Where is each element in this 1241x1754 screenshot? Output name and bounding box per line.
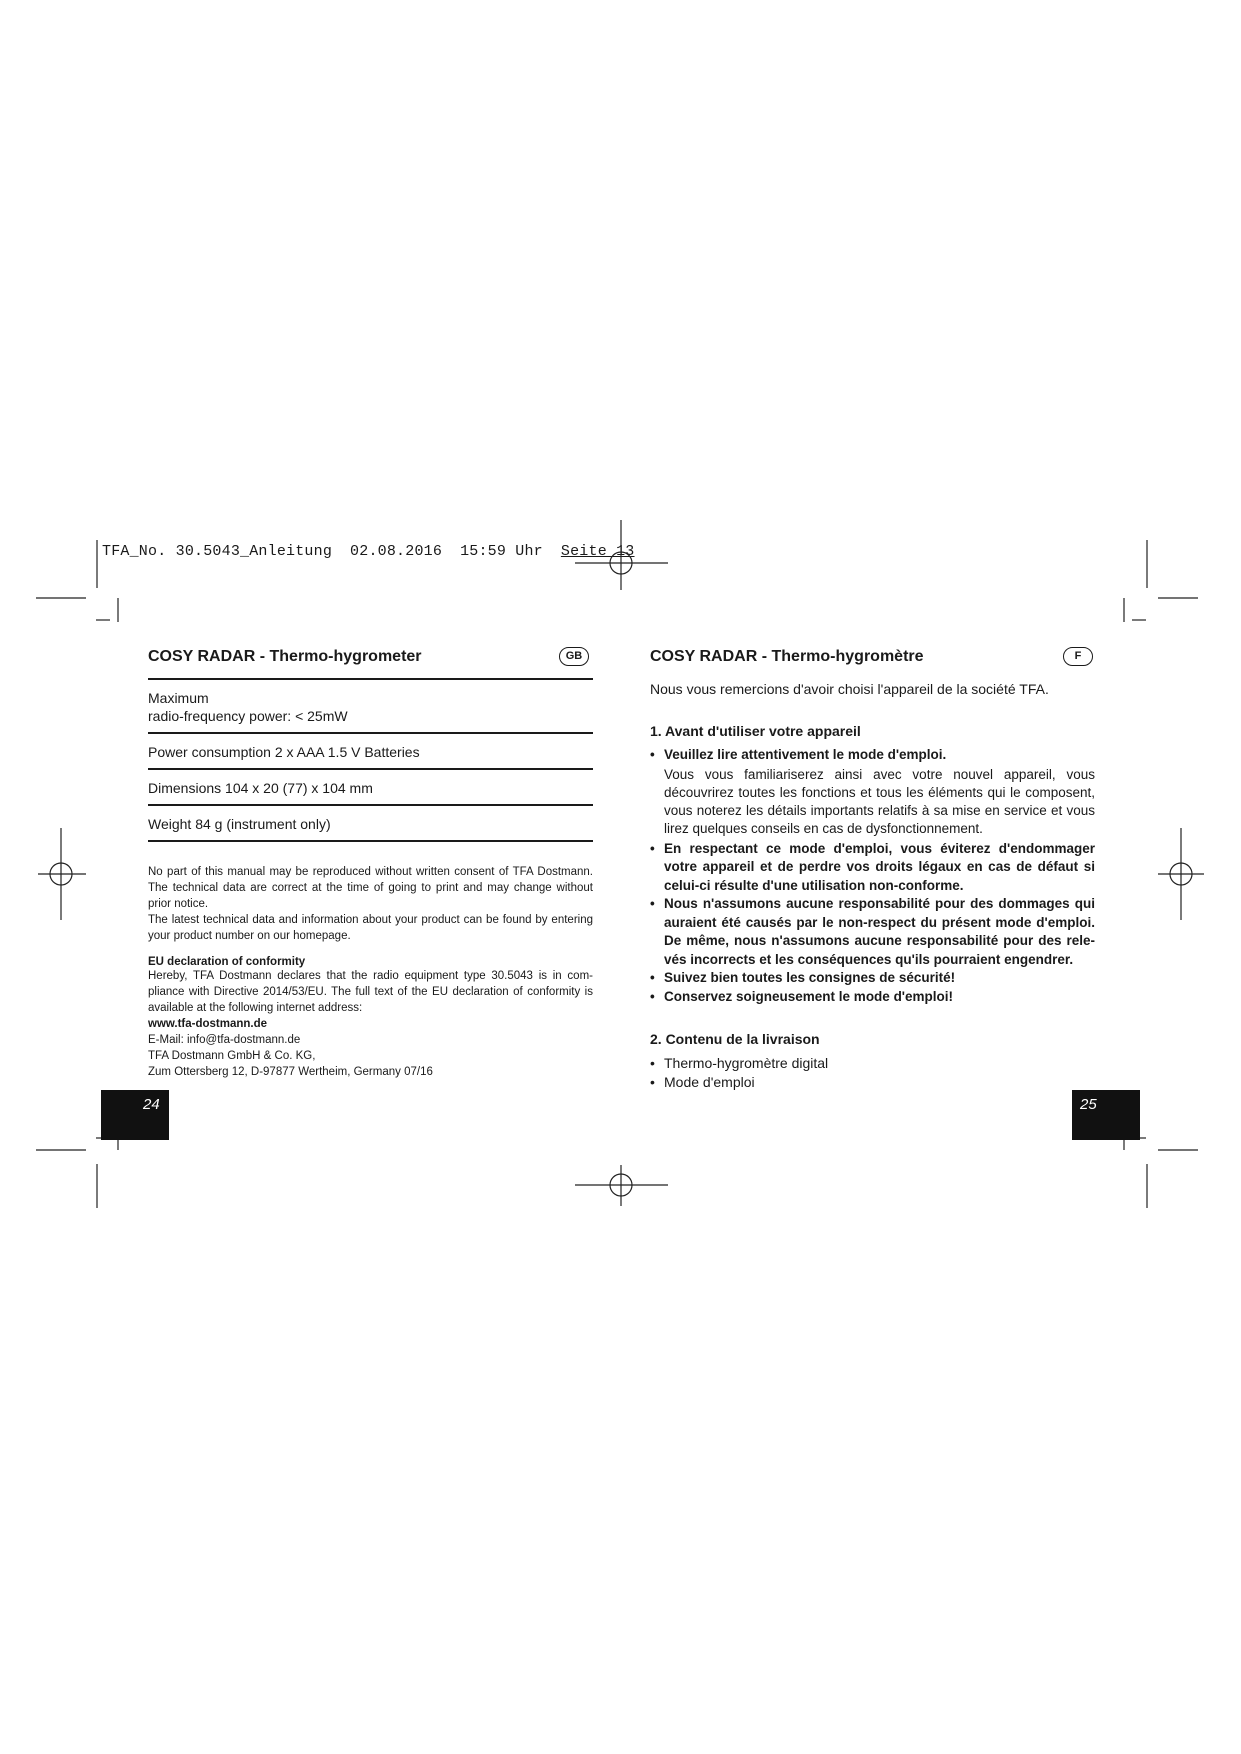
- spec-row: [148, 680, 593, 734]
- list-item: [650, 988, 1095, 1007]
- spec-table: [148, 678, 593, 842]
- page-number-text: 24: [143, 1096, 160, 1113]
- list-item-text: En respectant ce mode d'emploi, vous éviterez d'endommager votre appareil et de perdre vos droits légaux en cas de défaut si celui-ci résulte d'une utilisation non-conforme.: [664, 840, 1095, 893]
- list-item-text: Conservez soigneusement le mode d'emploi!: [664, 988, 954, 1004]
- slug-time: 15:59 Uhr: [460, 543, 543, 560]
- brand-name: COSY RADAR: [148, 648, 256, 665]
- page-number-left: [101, 1090, 169, 1140]
- list-item: [650, 746, 1095, 838]
- page-left: [148, 646, 593, 1080]
- page-title-right: [650, 646, 1095, 668]
- list-item: • Mode d'emploi: [650, 1073, 1095, 1092]
- list-item: • Thermo-hygromètre digital: [650, 1054, 1095, 1073]
- section-heading: 1. Avant d'utiliser votre appareil: [650, 723, 861, 739]
- print-slug: [102, 543, 653, 560]
- website-link[interactable]: www.tfa-dostmann.de: [148, 1018, 268, 1030]
- page-right: [650, 646, 1095, 1091]
- instructions-list: [650, 746, 1095, 1006]
- product-subtitle: - Thermo-hygromètre: [757, 648, 924, 665]
- email-line: E-Mail: info@tfa-dostmann.de: [148, 1034, 301, 1046]
- slug-page: Seite 13: [560, 543, 635, 560]
- spec-text: Power consumption 2 x AAA 1.5 V Batteries: [148, 744, 420, 760]
- list-item-text: Veuillez lire attentivement le mode d'emploi.: [664, 747, 947, 762]
- legal-notice: [148, 864, 593, 944]
- slug-file: TFA_No. 30.5043_Anleitung: [102, 543, 333, 560]
- page-number-right: [1072, 1090, 1140, 1140]
- language-badge: F: [1063, 647, 1093, 666]
- language-badge: GB: [559, 647, 589, 666]
- product-subtitle: - Thermo-hygrometer: [255, 648, 422, 665]
- list-item-text: Nous n'assumons aucune responsabilité pour des dommages qui auraient été causés par le non-respect du présent mode d'emploi. De même, nous n'assumons aucune responsabilité pour des relevés incorrects et les conséquences qu'ils pourraient engendrer.: [664, 896, 1095, 967]
- company-line: TFA Dostmann GmbH & Co. KG,: [148, 1050, 316, 1062]
- eu-declaration: [148, 968, 593, 1080]
- page-number-text: 25: [1080, 1096, 1097, 1113]
- eu-heading: EU declaration of conformity: [148, 956, 306, 968]
- list-item: [650, 840, 1095, 896]
- spec-row: [148, 806, 593, 842]
- section-heading: 2. Contenu de la livraison: [650, 1031, 820, 1047]
- eu-text: Hereby, TFA Dostmann declares that the radio equipment type 30.5043 is in compliance with Directive 2014/53/EU. The full text of the EU declaration of conformity is available at the following internet address:: [148, 970, 593, 1014]
- spec-text: Dimensions 104 x 20 (77) x 104 mm: [148, 780, 373, 796]
- slug-date: 02.08.2016: [350, 543, 443, 560]
- list-item: [650, 969, 1095, 988]
- legal-paragraph: No part of this manual may be reproduced without written consent of TFA Dostmann. The technical data are correct at the time of going to print and may change without prior notice.: [148, 866, 593, 910]
- spec-text: radio-frequency power: < 25mW: [148, 708, 348, 724]
- contents-list: [650, 1054, 1095, 1091]
- list-item-subtext: Vous vous familiariserez ainsi avec votre nouvel appareil, vous découvrirez toutes les fonctions et tous les éléments qui le composent, vous noterez les détails importants relatifs à sa mise en service et vous lirez quelques conseils en cas de dysfonctionnement.: [664, 766, 1095, 836]
- spec-text: Weight 84 g (instrument only): [148, 816, 331, 832]
- list-item-text: Suivez bien toutes les consignes de sécurité!: [664, 970, 956, 985]
- page-title-left: [148, 646, 593, 668]
- spec-row: [148, 734, 593, 770]
- address-line: Zum Ottersberg 12, D-97877 Wertheim, Germany 07/16: [148, 1066, 433, 1078]
- spec-text: Maximum: [148, 690, 209, 706]
- brand-name: COSY RADAR: [650, 648, 758, 665]
- intro-text: Nous vous remercions d'avoir choisi l'appareil de la société TFA.: [650, 681, 1049, 697]
- spec-row: [148, 770, 593, 806]
- legal-paragraph: The latest technical data and information about your product can be found by entering your product number on our homepage.: [148, 914, 593, 942]
- list-item: [650, 895, 1095, 969]
